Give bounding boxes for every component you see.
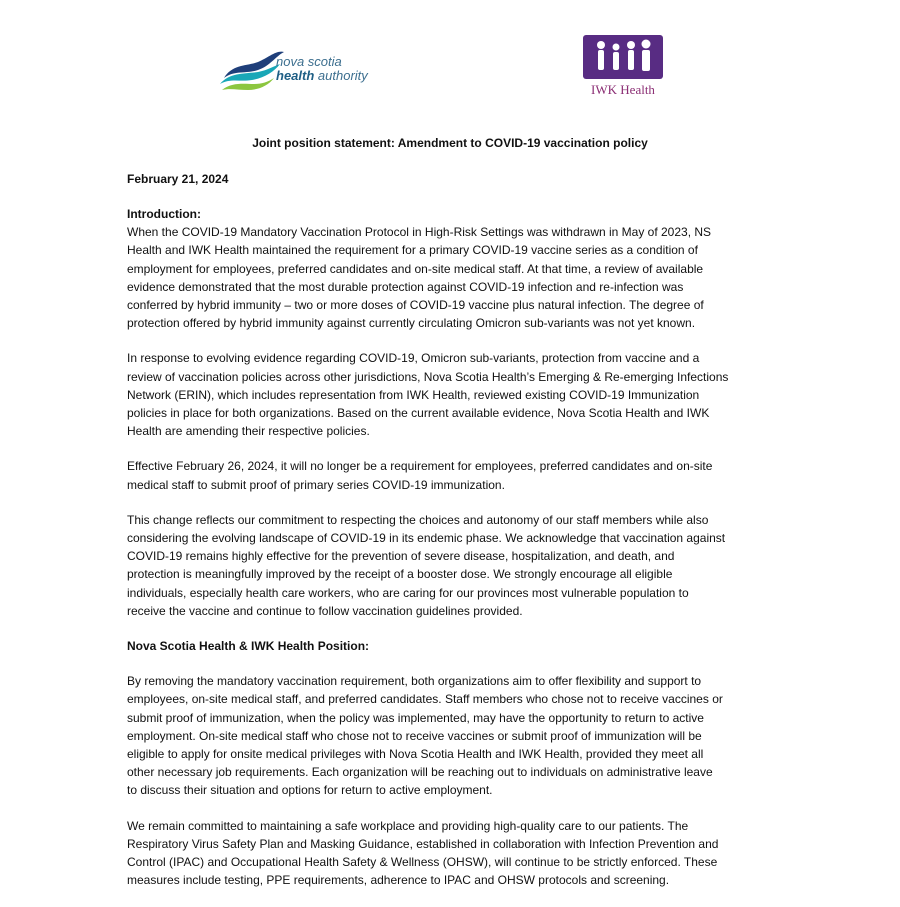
text-line: Respiratory Virus Safety Plan and Masking Guidance, established in collaboration with Infection Prevention and (127, 836, 719, 851)
text-line: protection offered by hybrid immunity against currently circulating Omicron sub-variants was not yet known. (127, 316, 696, 331)
nsha-wordmark-line1: nova scotia (276, 54, 342, 69)
nsha-wordmark-authority: authority (314, 68, 368, 83)
paragraph-5 (127, 672, 802, 799)
paragraph-2 (127, 349, 802, 440)
text-line: eligible to apply for onsite medical privileges with Nova Scotia Health and IWK Health, provided they meet all (127, 747, 704, 762)
text-line: considering the evolving landscape of COVID-19 in its endemic phase. We acknowledge that vaccination against (127, 531, 726, 546)
text-line: By removing the mandatory vaccination requirement, both organizations aim to offer flexibility and support to (127, 674, 702, 689)
document-body (127, 205, 802, 907)
text-line: medical staff to submit proof of primary series COVID-19 immunization. (127, 477, 505, 492)
nsha-wordmark (276, 55, 368, 83)
text-line: submit proof of immunization, when the policy was implemented, may have the opportunity to return to active (127, 710, 704, 725)
text-line: In response to evolving evidence regarding COVID-19, Omicron sub-variants, protection from vaccine and a (127, 351, 700, 366)
document-title: Joint position statement: Amendment to COVID-19 vaccination policy (252, 136, 648, 150)
text-line: measures include testing, PPE requirements, adherence to IPAC and OHSW protocols and screening. (127, 873, 670, 888)
position-heading: Nova Scotia Health & IWK Health Position: (127, 639, 370, 654)
text-line: Health and IWK Health maintained the requirement for a primary COVID-19 vaccine series as a condition of (127, 243, 698, 258)
text-line: employment for employees, preferred candidates and on-site medical staff. At that time, a review of available (127, 261, 704, 276)
iwk-figures-icon (583, 35, 663, 79)
document-date: February 21, 2024 (127, 172, 229, 186)
text-line: Control (IPAC) and Occupational Health Safety & Wellness (OHSW), will continue to be strictly enforced. These (127, 855, 718, 870)
nsha-wordmark-health: health (276, 68, 315, 83)
text-line: protection is meaningfully improved by the receipt of a booster dose. We strongly encourage all eligible (127, 567, 673, 582)
text-line: employment. On-site medical staff who chose not to receive vaccines or submit proof of immunization will be (127, 728, 702, 743)
paragraph-6 (127, 817, 802, 890)
text-line: COVID-19 remains highly effective for the prevention of severe disease, hospitalization, and death, and (127, 549, 675, 564)
text-line: Network (ERIN), which includes representation from IWK Health, reviewed existing COVID-19 Immunization (127, 387, 700, 402)
text-line: When the COVID-19 Mandatory Vaccination Protocol in High-Risk Settings was withdrawn in May of 2023, NS (127, 225, 712, 240)
introduction-heading: Introduction: (127, 207, 201, 221)
text-line: other necessary job requirements. Each organization will be reaching out to individuals on administrative leave (127, 765, 713, 780)
text-line: This change reflects our commitment to respecting the choices and autonomy of our staff members while also (127, 512, 709, 527)
text-line: conferred by hybrid immunity – two or more doses of COVID-19 vaccine plus natural infection. The degree of (127, 298, 704, 313)
text-line: Health are amending their respective policies. (127, 424, 370, 439)
text-line: review of vaccination policies across other jurisdictions, Nova Scotia Health’s Emerging & Re-emerging Infections (127, 369, 729, 384)
text-line: receive the vaccine and continue to follow vaccination guidelines provided. (127, 603, 523, 618)
text-line: employees, on-site medical staff, and preferred candidates. Staff members who chose not to receive vaccines or (127, 692, 723, 707)
nsha-logo (218, 44, 403, 96)
iwk-wordmark: IWK Health (591, 82, 655, 97)
text-line: individuals, especially health care workers, who are caring for our provinces most vulnerable population to (127, 585, 689, 600)
paragraph-3 (127, 457, 802, 493)
nsha-wordmark-line2 (276, 69, 368, 83)
iwk-logo (578, 35, 668, 105)
text-line: evidence demonstrated that the most durable protection against COVID-19 infection and re-infection was (127, 279, 684, 294)
paragraph-1 (127, 223, 802, 332)
paragraph-4 (127, 511, 802, 620)
text-line: to discuss their situation and options for return to active employment. (127, 783, 493, 798)
text-line: We remain committed to maintaining a safe workplace and providing high-quality care to our patients. The (127, 818, 689, 833)
text-line: Effective February 26, 2024, it will no longer be a requirement for employees, preferred candidates and on-site (127, 459, 713, 474)
text-line: policies in place for both organizations. Based on the current available evidence, Nova Scotia Health and IWK (127, 406, 710, 421)
